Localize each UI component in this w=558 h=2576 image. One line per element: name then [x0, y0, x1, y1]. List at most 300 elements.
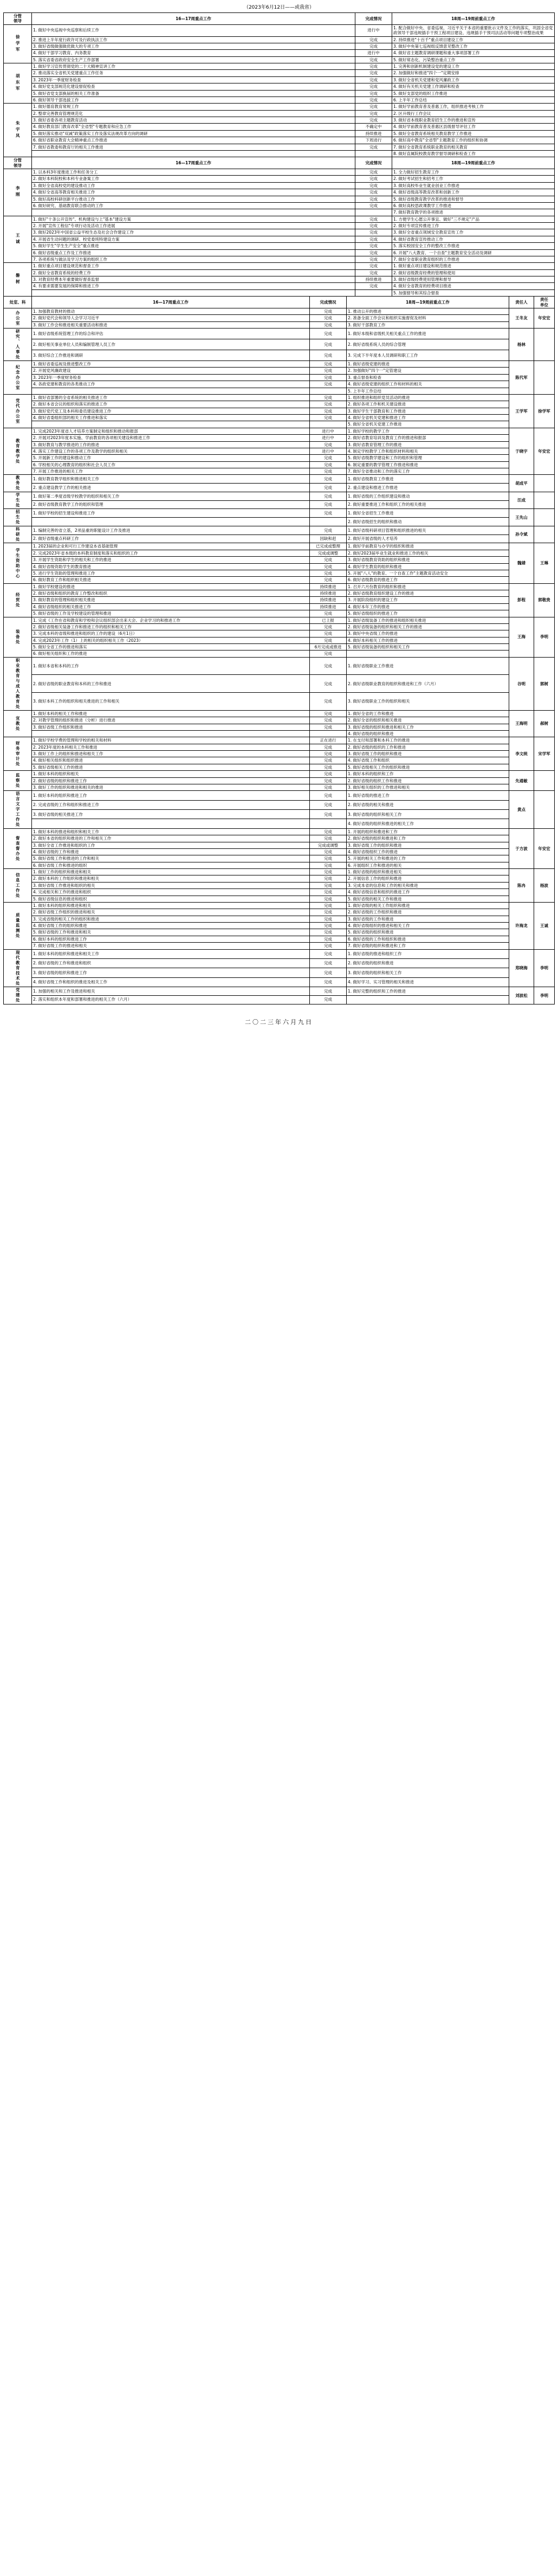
- status-cell: 完成: [310, 630, 347, 637]
- next-work-item: 4. 做好省级信息和组织的推进工作: [347, 889, 509, 896]
- status-cell: 完成: [310, 657, 347, 675]
- next-work-item: 2. 持续推进"十百千"重点项目建设工作: [392, 36, 555, 43]
- status-cell: 完成: [310, 943, 347, 949]
- leader-name: 李刚: [4, 169, 32, 216]
- current-work-item: 4. 落实工作建设工作的各项工作及教学的组织和相关: [32, 448, 310, 454]
- leader-name: 王诚: [4, 216, 32, 263]
- status-cell: 完成: [310, 321, 347, 328]
- table-header-row: [4, 13, 555, 25]
- header-status: 完成情况: [355, 157, 392, 169]
- next-work-item: 3. 开展阶段组织的建设工作: [347, 597, 509, 603]
- status-cell: 完成: [355, 189, 392, 196]
- status-cell: 下周进行: [355, 137, 392, 144]
- next-work-item: [347, 995, 509, 1004]
- current-work-item: 3. 做好省委各项主题教育活动: [32, 117, 355, 124]
- next-work-item: 2. 做好省级的组织和推进: [347, 958, 509, 968]
- next-work-item: 2. 做好各项工作和机关建设推进: [347, 401, 509, 408]
- next-work-item: 5. 上半年工作总结: [347, 388, 509, 394]
- status-cell: 完成: [310, 977, 347, 987]
- table-row: [4, 909, 555, 916]
- status-cell: 完成: [310, 869, 347, 875]
- current-work-item: 2. 做好本省会议的组织和落实的推进工作: [32, 401, 310, 408]
- table-row: [4, 83, 555, 90]
- next-work-item: 6. 开展"八大教育、一个自查"主题教育安全活动及调研: [392, 249, 555, 256]
- current-work-item: 2. 做好省级工作组织的推进和相关: [32, 909, 310, 916]
- current-work-item: 3. 做好省级做强做优做大的专项工作: [32, 43, 355, 49]
- status-cell: 完成: [355, 283, 392, 289]
- next-work-item: 1. 做好省级的工作组织建设和推动: [347, 492, 509, 500]
- current-work-item: 2. 做好本科的工作组织和推进和相关: [32, 875, 310, 882]
- next-work-item: 5. 落实校园安全工作的整改工作推进: [392, 243, 555, 249]
- current-work-item: [32, 289, 355, 296]
- responsible-unit: [534, 791, 555, 829]
- table-row: [4, 751, 555, 757]
- table-row: [4, 117, 555, 124]
- table-row: [4, 150, 555, 157]
- next-work-item: 3. 重点督查和检查: [347, 374, 509, 381]
- status-cell: [355, 209, 392, 216]
- table-row: [4, 771, 555, 777]
- current-work-item: 6. 做好领导干部选拔工作: [32, 96, 355, 103]
- header-person: 责任人: [509, 297, 534, 308]
- table-row: [4, 90, 555, 96]
- next-work-item: 1. 完善和创新机制建设党的建设工作: [392, 63, 555, 70]
- current-work-item: 3. 完成本科的省级和推进和组织的工作的建设（6月1日）: [32, 630, 310, 637]
- dept-name: 财务审计处: [4, 737, 32, 771]
- status-cell: 完成: [310, 717, 347, 724]
- status-cell: 完成: [310, 995, 347, 1004]
- table-row: [4, 929, 555, 936]
- current-work-item: 4. 有要求需要发展的保障和推进工作: [32, 283, 355, 289]
- dept-name: 现代教育技术处: [4, 949, 32, 987]
- next-work-item: 1. 做好全省的工作和推进: [347, 710, 509, 717]
- table-row: [4, 144, 555, 150]
- status-cell: 不确定中: [355, 124, 392, 130]
- table-row: [4, 875, 555, 882]
- current-work-item: 4. 各政党建和教育的各类推动工作: [32, 381, 310, 388]
- responsible-unit: 郭敬贵: [534, 583, 555, 617]
- table-row: [4, 943, 555, 949]
- table-row: [4, 623, 555, 630]
- header-status: 完成情况: [355, 13, 392, 25]
- next-work-item: 6. 开展组织工作和推进的相关: [347, 862, 509, 868]
- next-work-item: 4. 做好学习、实习管理的相关和推进: [347, 977, 509, 987]
- next-work-item: 4. 做好省级组织的推进和相关工作: [347, 923, 509, 929]
- table-row: [4, 509, 555, 518]
- current-work-item: [32, 730, 310, 737]
- next-work-item: 3. 做好省级的组织和推进和相关工作: [347, 724, 509, 730]
- status-cell: 完成: [355, 269, 392, 276]
- status-cell: 完成: [310, 361, 347, 368]
- header-current-work: 16—17周重点工作: [32, 297, 310, 308]
- table-row: [4, 350, 555, 361]
- table-row: [4, 916, 555, 922]
- next-work-item: 3. 做好中央第七巡视组反馈意见整改工作: [392, 43, 555, 49]
- responsible-person: 陈代军: [509, 361, 534, 395]
- next-work-item: 3. 完成本省的信息和工作的相关和推进: [347, 882, 509, 888]
- table-row: [4, 216, 555, 222]
- current-work-item: 1. 做好学校的招生建设和推进工作: [32, 509, 310, 518]
- current-work-item: 2. 做好省级和组织的教育工作整改和组织: [32, 590, 310, 597]
- table-row: [4, 597, 555, 603]
- status-cell: 完成: [310, 882, 347, 888]
- next-work-item: 1. 做好省级的相关工作组织和推进: [347, 902, 509, 909]
- responsible-person: 胡成平: [509, 475, 534, 492]
- status-cell: 完成: [310, 461, 347, 468]
- current-work-item: 5. 做好省党支部换届的相关工作准备: [32, 90, 355, 96]
- next-work-item: 6. 做好高中教育"全省型"主题教育工作的组织和协调: [392, 137, 555, 144]
- current-work-item: 2. 做好省级的组织和推进工作: [32, 777, 310, 784]
- table-row: [4, 276, 555, 283]
- next-work-item: 4. 做好省级组织工作的推进: [347, 848, 509, 855]
- status-cell: 持续推进: [310, 597, 347, 603]
- status-cell: 完成: [355, 83, 392, 90]
- status-cell: 完成: [310, 810, 347, 819]
- next-work-item: 6. 制定重要的教学管理工作推进和推进: [347, 461, 509, 468]
- status-cell: 完成: [310, 577, 347, 583]
- current-work-item: 2. 做好党代会和领导人会学习习近平: [32, 315, 310, 321]
- current-work-item: 1. 做好工作的组织和推进和相关: [32, 869, 310, 875]
- current-work-item: [32, 421, 310, 428]
- next-work-item: 2. 做好重要推进工作和组织工作的相关推进: [347, 500, 509, 509]
- dept-name: 学生处: [4, 492, 32, 509]
- responsible-person: 杨林: [509, 329, 534, 361]
- next-work-item: 1. 做好省级的推进和组织工作: [347, 949, 509, 958]
- table-row: [4, 644, 555, 651]
- current-work-item: 1. 做好省委巡视及推进整改工作: [32, 361, 310, 368]
- table-row: [4, 617, 555, 623]
- next-work-item: 3. 做好省级职业工作的组织和相关: [347, 693, 509, 711]
- next-work-item: 4. 做好本科相关工作的推进: [347, 637, 509, 643]
- current-work-item: 1. 做好省部署的全省系统的相关推进工作: [32, 394, 310, 401]
- current-work-item: 5. 做好落实推动"双减"政策落实工作及落实法规改革方向的调研: [32, 130, 355, 137]
- status-cell: [310, 421, 347, 428]
- next-work-item: 2. 做好2023届毕业生就业和推进工作的相关: [347, 550, 509, 556]
- status-cell: 完成: [355, 56, 392, 63]
- status-cell: 完成: [310, 862, 347, 868]
- current-work-item: 7. 做好省教委和教育厅的相关工作推进: [32, 144, 355, 150]
- next-work-item: 1. 开展的组织和推进和工作: [347, 828, 509, 835]
- table-row: [4, 315, 555, 321]
- table-row: [4, 764, 555, 770]
- next-work-item: 1. 配合做好中央、省委巡视、习近平关于本省的重要批示文件及工作的落实，巩固全省党政领导干部违规插手干预工程项目建设、违规插手干预司法活动等问题专项整治成果: [392, 24, 555, 36]
- responsible-unit: 李明: [534, 617, 555, 657]
- responsible-person: 汪成: [509, 492, 534, 509]
- current-work-item: 1. 做好中央巡视中央巡察和后续工作: [32, 24, 355, 36]
- status-cell: 完成: [310, 828, 347, 835]
- current-work-item: 1. 做好本科的组织和相关: [32, 771, 310, 777]
- status-cell: 完成: [310, 394, 347, 401]
- status-cell: [310, 388, 347, 394]
- table-row: [4, 361, 555, 368]
- dept-name: 办公室: [4, 308, 32, 328]
- next-work-item: 3. 完成下半年度本人员调研和职工工作: [347, 350, 509, 361]
- current-work-item: 1. 加强的相关和工作及推进和相关: [32, 987, 310, 996]
- table-row: [4, 717, 555, 724]
- dept-name: 监察处: [4, 771, 32, 791]
- status-cell: 持续推进: [355, 276, 392, 283]
- table-header-row: [4, 157, 555, 169]
- status-cell: 完成: [355, 236, 392, 242]
- status-cell: 完成: [355, 90, 392, 96]
- current-work-item: 3. 做好教育与教学推进的工作的推进: [32, 441, 310, 448]
- responsible-person: 郑晓海: [509, 949, 534, 987]
- table-row: [4, 526, 555, 534]
- table-row: [4, 256, 555, 262]
- responsible-unit: [534, 526, 555, 543]
- status-cell: 正在进行: [310, 737, 347, 744]
- table-row: [4, 889, 555, 896]
- responsible-unit: 王琳: [534, 543, 555, 583]
- current-work-item: 4. 做好省级资助学生的教育推进: [32, 563, 310, 570]
- next-work-item: 1. 在支付和部署和本科工作的推进: [347, 737, 509, 744]
- table-row: [4, 855, 555, 862]
- status-cell: 持续推进: [355, 130, 392, 137]
- current-work-item: 7. 开展工作推进的相关工作: [32, 468, 310, 475]
- next-work-item: 5. 开展的相关工作和推进的工作: [347, 855, 509, 862]
- status-cell: 完成: [355, 76, 392, 83]
- header-next-work: 18周—19周前重点工作: [392, 13, 555, 25]
- status-cell: 完成: [310, 675, 347, 693]
- status-cell: 完成: [310, 987, 347, 996]
- current-work-item: 5. 做好全省工作的推进和落实: [32, 644, 310, 651]
- status-cell: 完成: [310, 800, 347, 809]
- next-work-item: 3. 做好省级的工作和推进: [347, 916, 509, 922]
- status-cell: 持续推进: [310, 590, 347, 597]
- status-cell: 完成: [355, 176, 392, 182]
- current-work-item: [32, 819, 310, 828]
- status-cell: [310, 518, 347, 526]
- current-work-item: 1. 2023届的企业和可行工作建设本省基础管理: [32, 543, 310, 550]
- dept-name: 装备处: [4, 617, 32, 657]
- status-cell: 完成: [355, 196, 392, 202]
- responsible-person: 许海龙: [509, 902, 534, 949]
- current-work-item: 3. 做好工作上的组织和推进和相关工作: [32, 751, 310, 757]
- status-cell: 完成: [310, 936, 347, 942]
- next-work-item: 2. 做好省级的组织工作和推进: [347, 777, 509, 784]
- current-work-item: 3. 做好党代党工及本科和委员建设推进工作: [32, 408, 310, 414]
- table-row: [4, 534, 555, 543]
- status-cell: 完成: [355, 182, 392, 189]
- next-work-item: 7. 做好全省推动和工作的落实工作: [347, 468, 509, 475]
- next-work-item: 1. 做好省级党建的推进: [347, 361, 509, 368]
- current-work-item: 3. 做好省级工作组织和推进: [32, 724, 310, 730]
- status-cell: 完成: [355, 243, 392, 249]
- table-row: [4, 408, 555, 414]
- responsible-unit: 杨波: [534, 869, 555, 903]
- table-row: [4, 577, 555, 583]
- status-cell: 完成: [310, 744, 347, 750]
- header-next-work: 18周—19周前重点工作: [392, 157, 555, 169]
- status-cell: 完成: [310, 693, 347, 711]
- current-work-item: 1. 做好本科的相关工作和推进: [32, 710, 310, 717]
- current-work-item: 6. 做好本科的组织和推进工作: [32, 936, 310, 942]
- table-row: [4, 977, 555, 987]
- status-cell: 完成: [355, 43, 392, 49]
- current-work-item: 2. 做好本省的组织和推进的工作和相关工作: [32, 835, 310, 842]
- current-work-item: 4. 做好省委组织部的相关工作推进和落实: [32, 415, 310, 421]
- status-cell: 完成: [310, 381, 347, 388]
- next-work-item: 3. 做好省级的组织和相关工作: [347, 968, 509, 977]
- current-work-item: 1. 编制完善的省立基，2项品重的职能设计工作及推进: [32, 526, 310, 534]
- table-row: [4, 36, 555, 43]
- current-work-item: 3. 做好本科工作的组织和相关推进的工作和相关: [32, 693, 310, 711]
- status-cell: 完成: [310, 929, 347, 936]
- current-work-item: 6. 做好相关组织和工作的推进: [32, 651, 310, 657]
- responsible-unit: 王诚: [534, 902, 555, 949]
- current-work-item: 2. 推进上半年度行政许可及行政执法工作: [32, 36, 355, 43]
- status-cell: 已完成或整理: [310, 543, 347, 550]
- current-work-item: 4. 做好教育部门教育改革"全省型"专题教育和应急工作: [32, 124, 355, 130]
- table-row: [4, 124, 555, 130]
- current-work-item: 1. 做好本科的组织和推进工作: [32, 791, 310, 800]
- next-work-item: 1. 做好省级的组织和推进相关: [347, 869, 509, 875]
- current-work-item: 2. 重点建设教学工作的相关推进: [32, 484, 310, 492]
- table-row: [4, 484, 555, 492]
- next-work-item: 4. 做好省级的组织和推进: [347, 730, 509, 737]
- status-cell: 完成: [310, 637, 347, 643]
- table-row: [4, 936, 555, 942]
- responsible-person: 王海明: [509, 710, 534, 737]
- table-row: [4, 421, 555, 428]
- dept-name: 纪念办公室: [4, 361, 32, 395]
- dept-name: 教务处: [4, 475, 32, 492]
- header-next-work: 18周—19周前重点工作: [347, 297, 509, 308]
- table-row: [4, 590, 555, 597]
- next-work-item: 1. 做好省级装备工作的推进和组织相关推进: [347, 617, 509, 623]
- dept-name: 党代办公室: [4, 394, 32, 428]
- next-work-item: 2. 准备全面工作会议和组织实施督促及材料: [347, 315, 509, 321]
- current-work-item: 3. 做好综合工作推进和调研: [32, 350, 310, 361]
- current-work-item: 4. 做好省级组织的相关推进工作: [32, 603, 310, 610]
- current-work-item: 1. 完成2023年度省人才培养方案制定和组织和推动和报部: [32, 428, 310, 434]
- next-work-item: 1. 推动公开的推进: [347, 308, 509, 314]
- next-work-item: 3. 做好省本级职业教育招生工作的推进和宣传: [392, 117, 555, 124]
- status-cell: 完成: [310, 916, 347, 922]
- next-work-item: 3. 做好省级经费使用管理和督导: [392, 276, 555, 283]
- next-work-item: 1. 做好重点项目建设和规范推进: [392, 263, 555, 269]
- status-cell: 完成: [310, 526, 347, 534]
- dept-name: 经贸处: [4, 583, 32, 617]
- status-cell: 完成: [310, 757, 347, 764]
- table-row: [4, 24, 555, 36]
- table-row: [4, 724, 555, 730]
- next-work-item: 7. 做好全省职业教育组织的工作推进: [392, 256, 555, 262]
- table-row: [4, 835, 555, 842]
- responsible-person: 王冬友: [509, 308, 534, 328]
- next-work-item: 5. 做好省级组织的推进工作: [347, 610, 509, 617]
- table-row: [4, 374, 555, 381]
- table-row: [4, 784, 555, 790]
- table-row: [4, 388, 555, 394]
- responsible-person: 先通敏: [509, 771, 534, 791]
- next-work-item: 3. 做好全省机关党建和党风廉政工作: [392, 76, 555, 83]
- current-work-item: 5. 做好省级的工作和推进和相关: [32, 929, 310, 936]
- table-row: [4, 249, 555, 256]
- next-work-item: 1. 做好本科的组织和工作: [347, 771, 509, 777]
- current-work-item: 7. 做好省级工作的推进和相关: [32, 943, 310, 949]
- current-work-item: 1. 以本科3年度推进工作和任务分工: [32, 169, 355, 176]
- current-work-item: 2. 做好省级重点科研工作: [32, 534, 310, 543]
- responsible-unit: [534, 509, 555, 526]
- table-row: [4, 848, 555, 855]
- next-work-item: 2. 做好省级的工作组织和推进: [347, 909, 509, 916]
- dept-name: 质量监测处: [4, 902, 32, 949]
- table-row: [4, 329, 555, 339]
- table-row: [4, 882, 555, 888]
- status-cell: 完成: [310, 949, 347, 958]
- status-cell: 完成: [310, 651, 347, 657]
- status-cell: 完成: [355, 70, 392, 76]
- next-work-item: 6. 做好高校思政课教学工作推进: [392, 202, 555, 209]
- next-work-item: 4. 做好本年工作的推进: [347, 603, 509, 610]
- status-cell: 持续推进: [310, 583, 347, 590]
- current-work-item: 4. 完成相关和工作的推进和组织: [32, 889, 310, 896]
- responsible-unit: 年安宏: [534, 428, 555, 475]
- dept-work-table: [3, 296, 555, 1004]
- current-work-item: [32, 518, 310, 526]
- current-work-item: 2. 做好相关事业单位人员和编制管理人员工作: [32, 339, 310, 350]
- next-work-item: 2. 做好考试招生和招考工作: [392, 176, 555, 182]
- next-work-item: 1. 做好学前教育普及普惠工作，组织推进考核工作: [392, 104, 555, 110]
- next-work-item: 4. 做好省级工作和组织: [347, 757, 509, 764]
- next-work-item: 6. 上半年工作总结: [392, 96, 555, 103]
- current-work-item: 1. 做好教育教学组织和推进相关工作: [32, 475, 310, 484]
- next-work-item: 5. 做好支部党的组织工作推进: [392, 90, 555, 96]
- current-work-item: 3. 做好2023年中国省公益平校生态及社会合作建设工作: [32, 229, 355, 236]
- table-row: [4, 744, 555, 750]
- next-work-item: 2. 重点建设和推进工作推进: [347, 484, 509, 492]
- table-row: [4, 777, 555, 784]
- next-work-item: 1. 做好本级和省级机关相关重点工作的推进: [347, 329, 509, 339]
- table-row: [4, 339, 555, 350]
- status-cell: 完成: [310, 401, 347, 408]
- next-work-item: 2. 加强做好和推进"四个一"定期安排: [392, 70, 555, 76]
- table-row: [4, 828, 555, 835]
- table-row: [4, 263, 555, 269]
- header-responsible: 责任 单位: [534, 297, 555, 308]
- leader-name: 朱宇凤: [4, 104, 32, 157]
- status-cell: 完成: [310, 484, 347, 492]
- table-row: [4, 415, 555, 421]
- current-work-item: 3. 做好省级的组织和推进工作: [32, 968, 310, 977]
- table-row: [4, 651, 555, 657]
- current-work-item: 4. 完成2023年工作（1）上的相关的组织相关工作（2023）: [32, 637, 310, 643]
- table-row: [4, 923, 555, 929]
- next-work-item: 3. 做好相关组织的工作推进和相关: [347, 784, 509, 790]
- status-cell: 完成: [310, 350, 347, 361]
- next-work-item: 3. 做好省级教育资助的组织和推进: [347, 557, 509, 563]
- leader-name: 胡东军: [4, 63, 32, 104]
- next-work-item: 5. 做好全省机关党建工作推进: [347, 421, 509, 428]
- next-work-item: 1. 做好省级的推进工作: [347, 791, 509, 800]
- status-cell: 完成: [355, 144, 392, 150]
- current-work-item: 5. 做好省级工作和推进的工作和相关: [32, 855, 310, 862]
- table-row: [4, 104, 555, 110]
- table-row: [4, 896, 555, 902]
- next-work-item: 1. 做好完整的组织和工作的推进: [347, 987, 509, 996]
- next-work-item: 5. 做好全省教育系统相关教育教学工作推进: [392, 130, 555, 137]
- responsible-unit: [534, 475, 555, 492]
- next-work-item: 4. 做好省教育宣传推动工作: [392, 236, 555, 242]
- status-cell: 完成: [310, 764, 347, 770]
- next-work-item: 2. 做好省级招生的组织和推动: [347, 518, 509, 526]
- table-row: [4, 987, 555, 996]
- status-cell: 完成: [355, 104, 392, 110]
- next-work-item: 1. 做好全省招生工作推进: [347, 509, 509, 518]
- next-work-item: 4. 做好学生教育的组织和推进: [347, 563, 509, 570]
- status-cell: 完成: [310, 751, 347, 757]
